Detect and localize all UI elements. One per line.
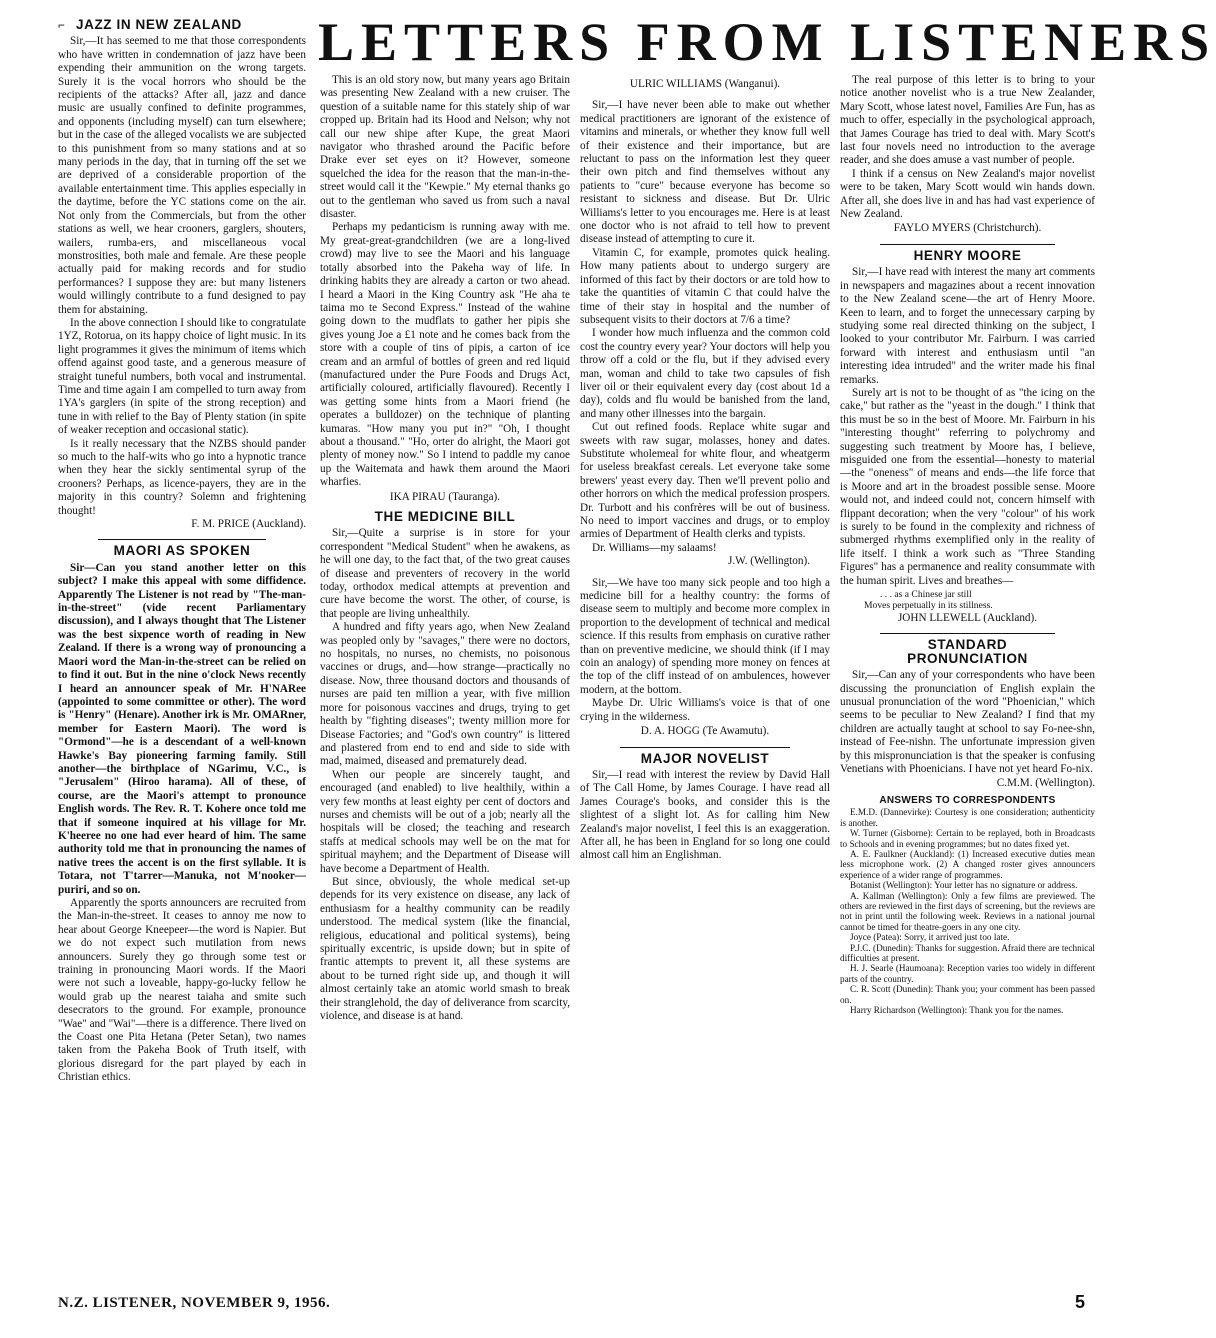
answer-item: P.J.C. (Dunedin): Thanks for suggestion. Afraid there are technical difficulties at present. — [840, 942, 1095, 963]
hogg-paragraph-2: Maybe Dr. Ulric Williams's voice is that of one crying in the wilderness. — [580, 697, 830, 723]
pronunciation-signature: C.M.M. (Wellington). — [996, 776, 1095, 789]
jazz-signature: F. M. PRICE (Auckland). — [191, 518, 306, 531]
novelist-signature: FAYLO MYERS (Christchurch). — [893, 222, 1042, 235]
heading-medicine: THE MEDICINE BILL — [374, 509, 516, 524]
pronunciation-paragraph-1: Sir,—Can any of your correspondents who have been discussing the pronunciation of English explain the unusual pronunciation of the word "Phoenician," which seems to be peculiar to New Zealand? I find that my children are actually taught at school to say Fo-nee-shn, instead of Fee-nishn. The unfortunate impression given by this mispronunciation is that the speaker is confusing Venetians with Phoenicians. I have not yet heard Fo-nix. — [840, 669, 1095, 776]
maori-signature: IKA PIRAU (Tauranga). — [389, 490, 501, 503]
masthead-title: LETTERS FROM LISTENERS — [318, 12, 1216, 72]
answer-item: A. Kallman (Wellington): Only a few films are previewed. The others are reviewed in the first days of screening, but the reviews are not in print until the following week. Reviews in a national journal cannot be timed for theatre-goers in any one city. — [840, 890, 1095, 932]
answer-item: H. J. Searle (Haumoana): Reception varies too widely in different parts of the country. — [840, 963, 1095, 984]
medicine-paragraph-3: When our people are sincerely taught, and encouraged (and enabled) to live healthily, within a very few months at least eighty per cent of doctors and nurses and chemists will be out of a job; nearly all the hospitals will be closed; the teaching and research staffs at medical schools may well be on the mat for spiritual mayhem; and the Department of Disease will have become a Department of Health. — [320, 768, 570, 875]
heading-moore: HENRY MOORE — [880, 244, 1055, 262]
medicine-signature: ULRIC WILLIAMS (Wanganui). — [629, 78, 781, 90]
jw-paragraph-2: Vitamin C, for example, promotes quick healing. How many patients about to undergo surgery are informed of this fact by their doctors or are told how to take the quantities of vitamin C that could halve the time of their stay in hospital and the number of subsequent visits to their doctors at 7/6 a time? — [580, 246, 830, 326]
jw-paragraph-3: I wonder how much influenza and the common cold cost the country every year? Your doctors will help you throw off a cold or the flu, but if they advised every man, woman and child to take two capsules of fish liver oil or their equivalent every day (cost about 1d a day), colds and flu would be banished from the land, and many other illnesses into the bargain. — [580, 327, 830, 420]
heading-pronunciation: STANDARD PRONUNCIATION — [880, 633, 1055, 665]
corner-mark: ⌐ — [58, 18, 65, 32]
column-1 — [58, 18, 306, 1286]
moore-paragraph-2: Surely art is not to be thought of as "the icing on the cake," but rather as the "yeast in the dough." I think that this must be so in the best of Moore. Mr. Fairburn in his "interesting thought" referring to polychromy and suggesting such treatment by Moore has, I believe, misguided one from the essential—honesty to material—the "oneness" of means and ends—the life force that is Moore and art in the broadest possible sense. Moore would not, and indeed could not, concern himself with flippant decoration; when the very "colour" of his work is surely to be found in the complexity and richness of submerged rhythms exemplified only in the reality of life itself. I think a work such as "Three Standing Figures" has a permanence and reality consummate with the human spirit. Lives and breathes— — [840, 386, 1095, 587]
column-4 — [840, 74, 1095, 1286]
column-3 — [580, 74, 830, 1286]
medicine-paragraph-2: A hundred and fifty years ago, when New Zealand was peopled only by "savages," there were no doctors, no hospitals, no nurses, no chemists, no poisonous vaccines or drugs, and—how strange—practically no disease. Now, three thousand doctors and thousands of nurses are paid ten million a year, with five million more for poisonous vaccines and drugs, trying to get health by "fighting diseases"; twenty million more for Disease Factories; and "God's own country" is littered and plastered from end to end and side to side with mad, maimed, diseased and prematurely dead. — [320, 621, 570, 768]
novelist-paragraph-2: The real purpose of this letter is to bring to your notice another novelist who is a true New Zealander, Mary Scott, whose latest novel, Families Are Fun, has as much to offer, especially in the psychological approach, that James Courage has tried to deal with. Mary Scott's last four novels need no introduction to the average reader, and she does amuse a vast number of people. — [840, 74, 1095, 167]
moore-signature: JOHN LLEWELL (Auckland). — [897, 612, 1038, 625]
column-2 — [320, 74, 570, 1286]
jw-paragraph-1: Sir,—I have never been able to make out whether medical practitioners are ignorant of the existence of vitamins and minerals, or whether they know full well of their existence and their importance, but are reluctant to pass on the information lest they queer their own pitch and find themselves without any patients to "cure" because everyone has become so resistant to sickness and disease. But Dr. Ulric Williams's letter to you encourages me. Here is at least one doctor who is not afraid to tell how to prevent disease instead of attempting to cure it. — [580, 99, 830, 246]
jw-signature: J.W. (Wellington). — [728, 555, 810, 568]
answer-item: E.M.D. (Dannevirke): Courtesy is one consideration; authenticity is another. — [840, 807, 1095, 828]
page-number: 5 — [1075, 1292, 1086, 1312]
moore-paragraph-1: Sir,—I have read with interest the many art comments in newspapers and magazines about a recent innovation to the New Zealand scene—the art of Henry Moore. Keen to learn, and to forget the unnecessary carping by studying some real directed thinking on the subject, I looked to your contributor Mr. Fairburn. I was carried forward with interest and enthusiasm until "an interesting idea intruded" and the writer made his final remarks. — [840, 266, 1095, 386]
maori-paragraph-1: Sir—Can you stand another letter on this subject? I make this appeal with some diffidence. Apparently The Listener is not read by "The-man-in-the-street" (vide recent Parliamentary discussion), and I always thought that The Listener was the best sixpence worth of reading in New Zealand. If there is a wrong way of pronouncing a Maori word the Man-in-the-street can be relied on to find it out. But in the nine o'clock News recently I heard an announcer speak of Mr. H'NARee (appointed to some committee or other). The word is "Henry" (Henare). Another irk is Mr. OMARner, member for Eastern Maori). The word is "Ormond"—he is a descendant of a well-known Hawke's Bay pioneering farming family. Still another—the birthplace of NGarimu, V.C., is "Jerusalem" (Hiroo harama). All of these, of course, are the Maori's attempt to pronounce English words. The Rev. R. T. Kohere once told me that if someone inquired at his village for Mr. K'heeree no one had ever heard of him. The same authority told me that in pronouncing the names of native trees the accent is on the first syllable. It is Totara, not T'tarrer—Manuka, not M'nooker—puriri, and so on. — [58, 561, 306, 896]
moore-quote-line-2: Moves perpetually in its stillness. — [864, 600, 993, 612]
heading-maori: MAORI AS SPOKEN — [98, 539, 266, 557]
medicine-paragraph-4: But since, obviously, the whole medical set-up depends for its very existence on disease, any lack of enthusiasm for a healthy community can be readily understood. The medical system (like the financial, religious, educational and political systems), being spiritually excentric, is upside down; but in spite of frantic attempts to prevent it, all these systems are about to be turned right side up, and though it will almost certainly take an atomic world smash to break their stranglehold, the day of deliverance from scarcity, violence, and disease is at hand. — [320, 875, 570, 1023]
novelist-paragraph-1: Sir,—I read with interest the review by David Hall of The Call Home, by James Courage. I have read all James Courage's books, and consider this is the slightest of a slight lot. As for calling him New Zealand's major novelist, I feel this is an exaggeration. After all, he has been in England for so long one could almost call him an Englishman. — [580, 768, 830, 862]
jw-paragraph-4: Cut out refined foods. Replace white sugar and sweets with raw sugar, molasses, honey and dates. Substitute wholemeal for white flour, and wheatgerm for useless breakfast cereals. Let everyone take some brewers' yeast every day. Then we'll prevent polio and other horrors on which the medical profession prospers. Dr. Turbott and his confrères will be out of business. No need to import vaccines and drugs, or to employ armies of Department of Health clerks and typists. — [580, 421, 830, 541]
maori-paragraph-4: Perhaps my pedanticism is running away with me. My great-great-grandchildren (we are a long-lived crowd) may live to see the Maori and his language totally absorbed into the Pakeha way of life. In drinking habits they are already a carton or two ahead. I heard a Maori in the King Country ask "He aha te taima mo te Second Express." Instead of the wahine going down to the mudflats to gather her pipis she gives young Joe a £1 note and he comes back from the store with a couple of tins of pipis, a carton of ice cream and an armful of bottles of green and red liquid (manufactured under the Pure Foods and Drugs Act, artificially coloured, artificially flavoured). Recently I was getting some hints from a Maori friend (he operates a bulldozer) on the technique of planting kumaras. "How many you put in?" "Oh, I thought about a thousand." "Ho, orter do alright, the Maori got plenty of money now." So I intend to paddle my canoe up the Waitemata and hawk them around the Maori wharfies. — [320, 221, 570, 489]
jazz-paragraph-1: Sir,—It has seemed to me that those correspondents who have written in condemnation of jazz have been expending their ammunition on the wrong targets. Surely it is the vocal horrors who should be the recipients of the attacks? After all, jazz and dance music are usually confined to definite programmes, and opponents (including myself) can turn elsewhere; but in the case of the alleged vocalists we are subjected to this punishment from so many stations and at so many periods in the day, that in turning off the set we are deprived of a considerable proportion of the available entertainment time. This applies especially in the daytime, before the YC stations come on the air. Not only from the Commercials, but from the other stations as well, we hear crooners, garglers, shouters, wailers, rumba-ers, and miscellaneous vocal monstrosities, both male and female. Are these people actually paid for making records and for studio performances? I suppose they are: but many listeners would willingly contribute to a fund designed to pay them for abstaining. — [58, 35, 306, 316]
answer-item: Botanist (Wellington): Your letter has no signature or address. — [850, 880, 1078, 891]
answer-item: Joyce (Patea): Sorry, it arrived just too late. — [850, 932, 1010, 943]
footer-issue: N.Z. LISTENER, NOVEMBER 9, 1956. — [58, 1295, 331, 1311]
heading-jazz: JAZZ IN NEW ZEALAND — [76, 17, 242, 32]
novelist-paragraph-3: I think if a census on New Zealand's major novelist were to be taken, Mary Scott would win hands down. After all, she does live in and has had vast experience of New Zealand. — [840, 167, 1095, 221]
answer-item: W. Turner (Gisborne): Certain to be replayed, both in Broadcasts to Schools and in evening programmes; but no dates fixed yet. — [840, 828, 1095, 849]
hogg-paragraph-1: Sir,—We have too many sick people and too high a medicine bill for a healthy country: the forms of disease seem to multiply and become more complex in proportion to the development of technical and medical science. If this results from emphasis on curative rather than on preventive medicine, we should think (if I may coin an analogy) of spending more money on fences at the top of the cliff instead of on ambulences, however modern, at the bottom. — [580, 576, 830, 696]
maori-paragraph-2: Apparently the sports announcers are recruited from the Man-in-the-street. It ceases to annoy me now to hear about George Kneepeer—the word is Napier. But we do not expect such mutilation from news announcers. Surely they go through some test or training in pronouncing Maori words. If the Maori were not such a loveable, happy-go-lucky fellow he would grab up the nearest taiaha and smite such desecrators to the ground. For example, pronounce "Wae" and "Wai"—there is a difference. There lived on the Coast one Pita Hetana (Peter Setan), two names taken from the Pakeha Book of Truth itself, with glorious disregard for the part played by each in Christian ethics. — [58, 897, 306, 1084]
answers-heading: ANSWERS TO CORRESPONDENTS — [879, 794, 1056, 806]
hogg-signature: D. A. HOGG (Te Awamutu). — [640, 725, 770, 738]
answer-item: C. R. Scott (Dunedin): Thank you; your comment has been passed on. — [840, 984, 1095, 1005]
jazz-paragraph-3: Is it really necessary that the NZBS should pander so much to the half-wits who go into a hypnotic trance when they hear the sickly sentimental syrup of the crooners? Perhaps, as licence-payers, they are in the majority in this country? Solemn and frightening thought! — [58, 437, 306, 517]
answer-item: A. E. Faulkner (Auckland): (1) Increased executive duties mean less microphone work. (2) A changed roster gives announcers experience of a wider range of programmes. — [840, 848, 1095, 880]
medicine-paragraph-1: Sir,—Quite a surprise is in store for your correspondent "Medical Student" when he awakens, as he will one day, to the fact that, of the two great causes of disease and preventers of recovery in the world today, orthodox medical attempts at prevention and cure have become the worst. The other, of course, is that people are living unhealthily. — [320, 527, 570, 620]
answer-item: Harry Richardson (Wellington): Thank you for the names. — [850, 1005, 1064, 1016]
heading-novelist: MAJOR NOVELIST — [620, 747, 790, 765]
moore-quote-line-1: . . . as a Chinese jar still — [880, 589, 972, 601]
jw-closing: Dr. Williams—my salaams! — [592, 541, 717, 554]
jazz-paragraph-2: In the above connection I should like to congratulate 1YZ, Rotorua, on its happy choice of light music. In its light programmes it gives the minimum of items which offend against good taste, and a generous measure of straight tuneful numbers, both vocal and instrumental. Time and time again I am compelled to turn away from 1YA's garglers (in spite of the strong reception) and tune in with relief to the Bay of Plenty station (in spite of weaker reception and occasional static). — [58, 316, 306, 437]
maori-paragraph-3: This is an old story now, but many years ago Britain was presenting New Zealand with a new cruiser. The question of a suitable name for this stately ship of war cropped up. Britain had its Hood and Nelson; why not call our new shipe after Kupe, the great Maori navigator who thrashed around the Pacific before Drake ever set eyes on it? However, someone squelched the idea for the reason that the man-in-the-street would call it the "Kewpie." My eternal thanks go out to the gentleman who saved us from such a naval disaster. — [320, 74, 570, 221]
